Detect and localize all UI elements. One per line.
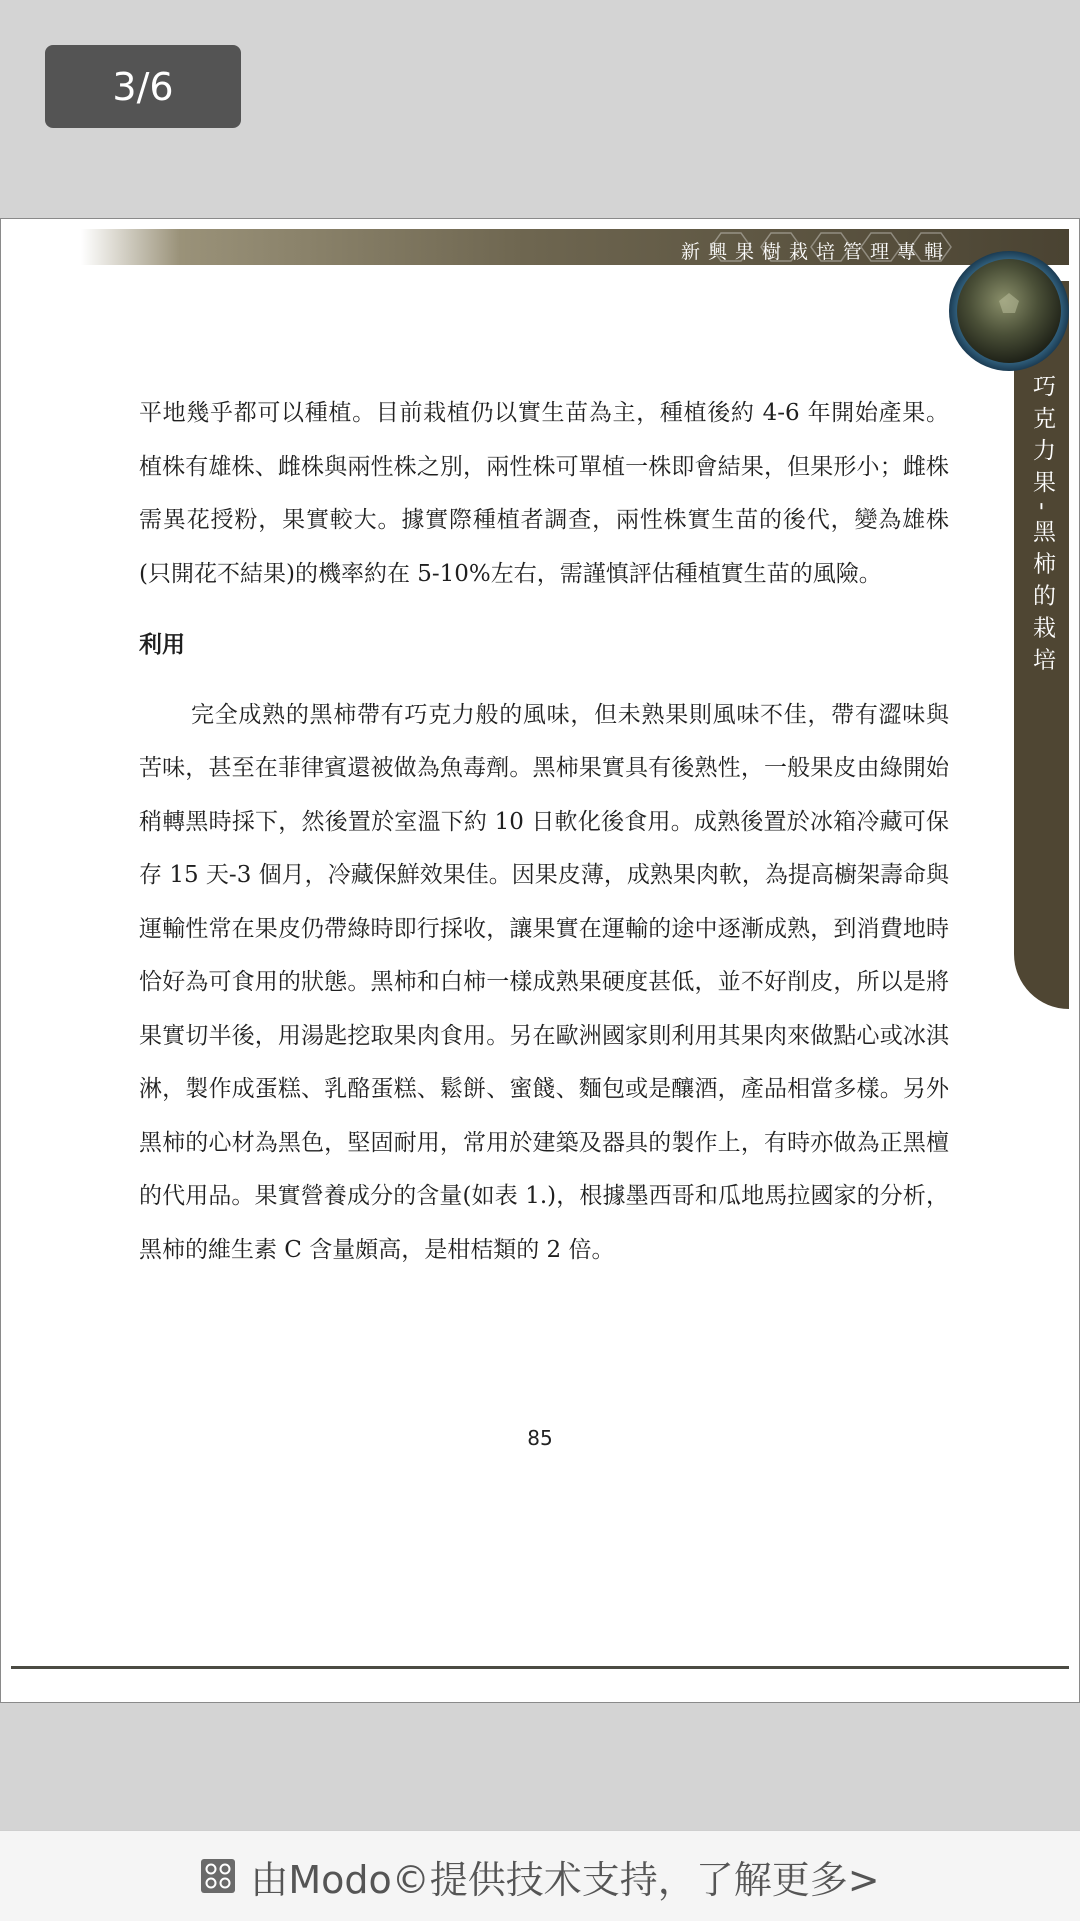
modo-logo-icon bbox=[200, 1858, 236, 1894]
paragraph-1: 平地幾乎都可以種植。目前栽植仍以實生苗為主，種植後約 4-6 年開始產果。植株有雄株、雌株與兩性株之別，兩性株可單植一株即會結果，但果形小；雌株需異花授粉，果實較大。據實際種植者調查，兩性株實生苗的後代，變為雄株(只開花不結果)的機率約在 5-10%左右，需謹慎評估種植實生苗的風險。 bbox=[139, 400, 949, 587]
section-heading: 利用 bbox=[139, 631, 185, 658]
paragraph-2: 完全成熟的黑柿帶有巧克力般的風味，但未熟果則風味不佳，帶有澀味與苦味，甚至在菲律賓還被做為魚毒劑。黑柿果實具有後熟性，一般果皮由綠開始稍轉黑時採下，然後置於室溫下約 10 日軟化後食用。成熟後置於冰箱冷藏可保存 15 天-3 個月，冷藏保鮮效果佳。因果皮薄，成熟果肉軟，為提高櫥架壽命與運輸性常在果皮仍帶綠時即行採收，讓果實在運輸的途中逐漸成熟，到消費地時恰好為可食用的狀態。黑柿和白柿一樣成熟果硬度甚低，並不好削皮，所以是將果實切半後，用湯匙挖取果肉食用。另在歐洲國家則利用其果肉來做點心或冰淇淋，製作成蛋糕、乳酪蛋糕、鬆餅、蜜餞、麵包或是釀酒，產品相當多樣。另外黑柿的心材為黑色，堅固耐用，常用於建築及器具的製作上，有時亦做為正黑檀的代用品。果實營養成分的含量(如表 1.)，根據墨西哥和瓜地馬拉國家的分析，黑柿的維生素 C 含量頗高，是柑桔類的 2 倍。 bbox=[139, 701, 949, 1263]
document-page bbox=[0, 218, 1080, 1703]
footer-rule bbox=[11, 1666, 1069, 1669]
header-title: 新興果樹栽培管理專輯 bbox=[680, 241, 951, 263]
page-counter: 3/6 bbox=[45, 45, 241, 128]
page-number: 85 bbox=[527, 1426, 553, 1450]
header-band bbox=[81, 229, 1069, 265]
footer-bar[interactable] bbox=[0, 1830, 1080, 1921]
fruit-image bbox=[947, 249, 1071, 373]
body-text bbox=[139, 387, 949, 1277]
footer-link[interactable]: 由Modo©提供技术支持，了解更多> bbox=[250, 1857, 880, 1902]
side-tab-title: 巧克力果-黑柿的栽培 bbox=[1029, 374, 1055, 680]
